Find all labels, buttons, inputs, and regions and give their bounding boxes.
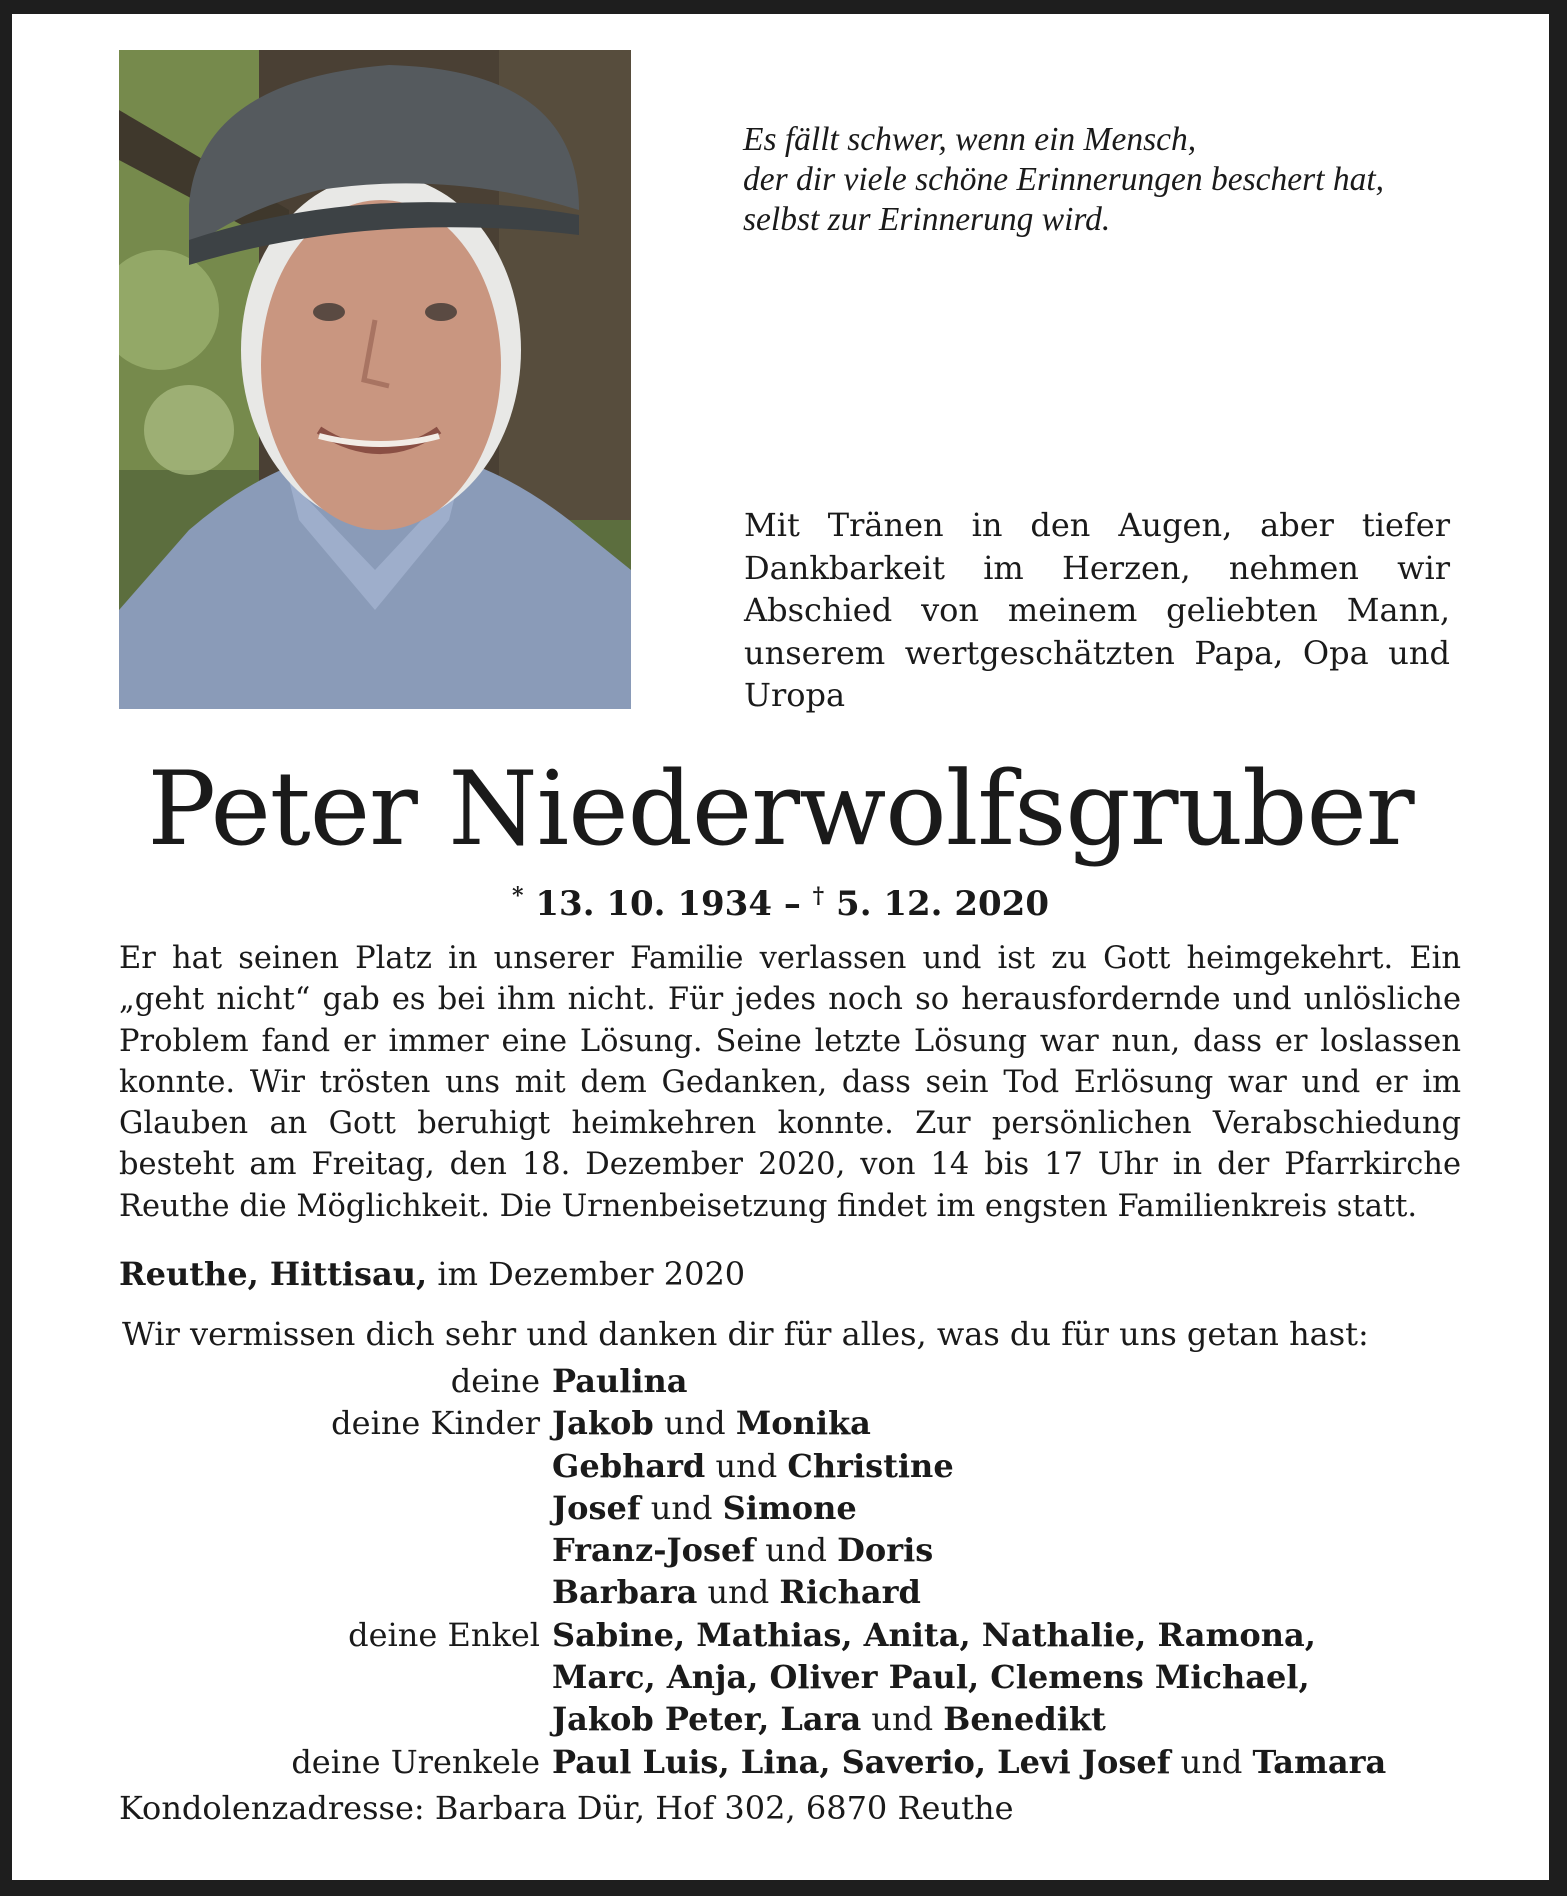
death-date: 5. 12. 2020 [836, 884, 1049, 924]
child-partner-name: Christine [787, 1446, 954, 1485]
family-row [119, 1656, 1499, 1698]
date-separator: – [771, 884, 813, 924]
wife-label: deine [450, 1362, 540, 1400]
thanks-line: Wir vermissen dich sehr und danken dir für alles, was du für uns getan hast: [122, 1315, 1369, 1353]
grandchildren-names: Marc, Anja, Oliver Paul, Clemens Michael, [552, 1658, 1310, 1697]
condolence-address: Kondolenzadresse: Barbara Dür, Hof 302, 6870 Reuthe [119, 1789, 1014, 1827]
family-row: deine Urenkele Paul Luis, Lina, Saverio, Levi Josef und Tamara [119, 1741, 1499, 1783]
greatgrandchildren-names: Paul Luis, Lina, Saverio, Levi Josef [552, 1742, 1171, 1781]
child-name: Gebhard [552, 1446, 706, 1485]
family-row: deine Kinder Jakob und Monika [119, 1402, 1499, 1444]
family-row: Barbara und Richard [552, 1573, 921, 1612]
place-date: im Dezember 2020 [427, 1255, 746, 1293]
place-and-date [119, 1254, 745, 1294]
quote-line: Es fällt schwer, wenn ein Mensch, [743, 121, 1197, 158]
grandchildren-names: Benedikt [943, 1700, 1106, 1739]
child-name: Josef [552, 1488, 641, 1527]
birth-date: 13. 10. 1934 [535, 884, 772, 924]
family-row: Jakob Peter, Lara und Benedikt [552, 1700, 1106, 1739]
family-row [119, 1360, 1499, 1402]
child-partner-name: Simone [722, 1488, 857, 1527]
greatgrandchildren-names: Tamara [1252, 1742, 1387, 1781]
life-dates [12, 876, 1549, 924]
quote-line: selbst zur Erinnerung wird. [743, 201, 1111, 238]
child-name: Barbara [552, 1573, 698, 1612]
birth-symbol: * [512, 883, 524, 909]
place-location: Reuthe, Hittisau, [119, 1255, 428, 1293]
intro-paragraph: Mit Tränen in den Augen, aber tiefer Dankbarkeit im Herzen, nehmen wir Abschied von meinem geliebten Mann, unserem wertgeschätzten Papa, Opa und Uropa [744, 506, 1450, 714]
face [261, 200, 501, 530]
child-name: Jakob [552, 1404, 654, 1443]
memorial-quote [743, 120, 1463, 240]
grandchildren-names: Sabine, Mathias, Anita, Nathalie, Ramona, [552, 1615, 1316, 1654]
family-row: Gebhard und Christine [552, 1446, 954, 1485]
obituary-page [12, 14, 1549, 1880]
death-symbol: † [812, 883, 825, 909]
wife-name: Paulina [552, 1362, 688, 1400]
quote-line: der dir viele schöne Erinnerungen beschert hat, [743, 161, 1384, 198]
family-row: Franz-Josef und Doris [552, 1531, 934, 1570]
child-name: Franz-Josef [552, 1531, 756, 1570]
children-label: deine Kinder [331, 1404, 540, 1443]
grandchildren-names: Jakob Peter, Lara [552, 1700, 862, 1739]
greatgrandchildren-label: deine Urenkele [291, 1742, 540, 1781]
family-row [119, 1614, 1499, 1656]
child-partner-name: Richard [779, 1573, 921, 1612]
family-row: Josef und Simone [552, 1488, 857, 1527]
family-list [119, 1360, 1499, 1783]
obituary-text: Er hat seinen Platz in unserer Familie verlassen und ist zu Gott heimgekehrt. Ein „geht nicht“ gab es bei ihm nicht. Für jedes noch so herausfordernde und unlösliche Problem fand er immer eine Lösung. Seine letzte Lösung war nun, dass er loslassen konnte. Wir trösten uns mit dem Gedanken, dass sein Tod Erlösung war und er im Glauben an Gott beruhigt heimkehren konnte. Zur persönlichen Verabschiedung besteht am Freitag, den 18. Dezember 2020, von 14 bis 17 Uhr in der Pfarrkirche Reuthe die Möglichkeit. Die Urnenbeisetzung findet im engsten Familienkreis statt. [119, 941, 1461, 1224]
child-partner-name: Monika [735, 1404, 871, 1443]
deceased-name: Peter Niederwolfsgruber [147, 750, 1414, 869]
grandchildren-label: deine Enkel [348, 1615, 540, 1654]
child-partner-name: Doris [837, 1531, 934, 1570]
portrait-photo [119, 50, 631, 709]
